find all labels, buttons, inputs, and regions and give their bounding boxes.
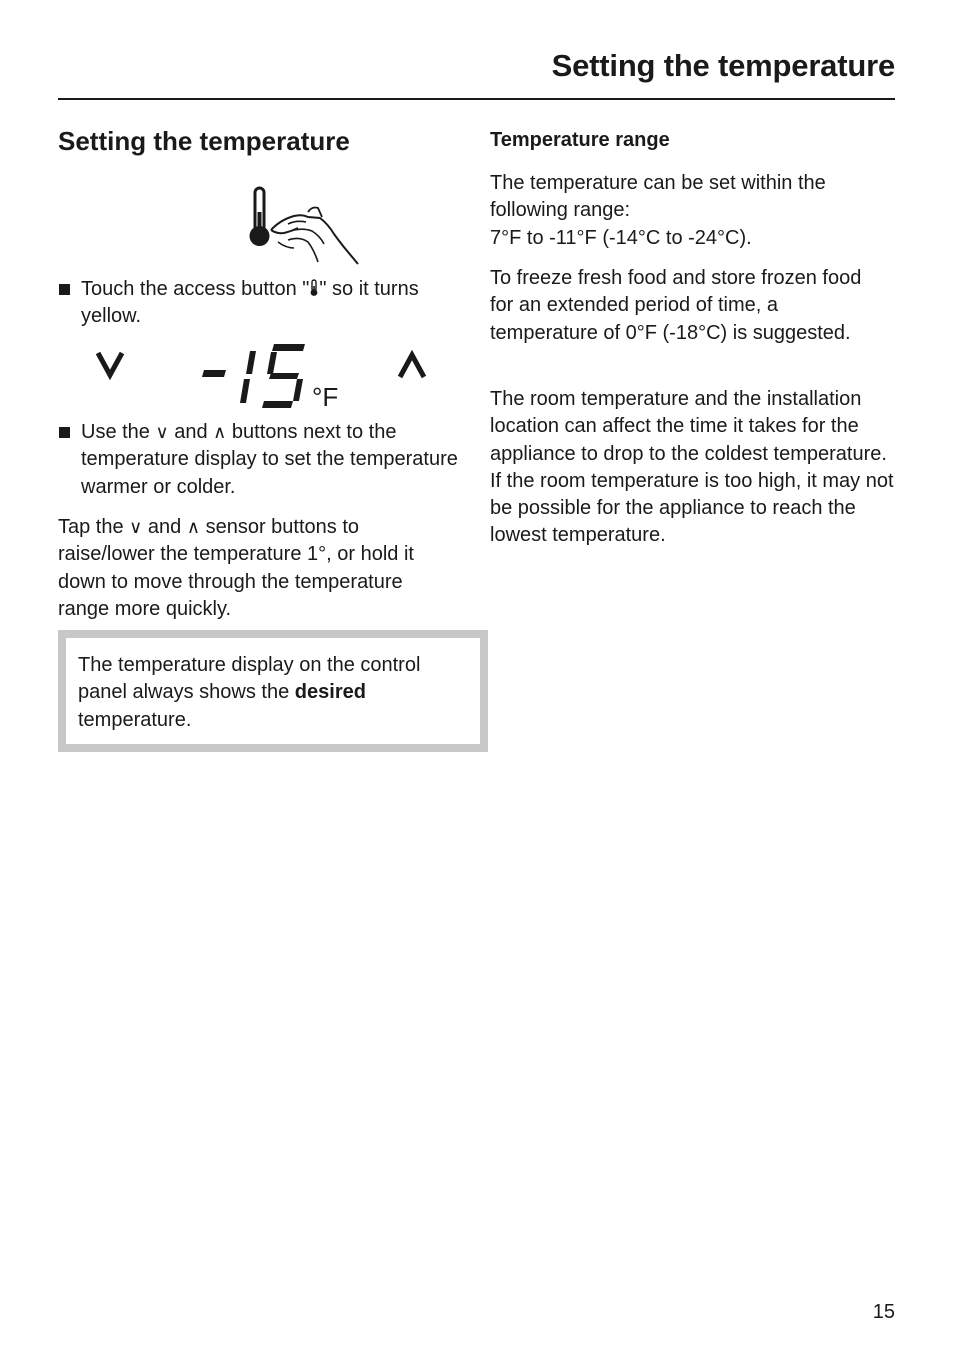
- section-title: Setting the temperature: [58, 126, 350, 156]
- header-divider: [58, 98, 895, 100]
- bullet2-text-3: buttons next to the temperature display to set the temperature warmer or colder.: [81, 421, 458, 498]
- note-text-bold: desired: [294, 681, 366, 704]
- page-number: 15: [872, 1301, 895, 1323]
- freeze-paragraph: To freeze fresh food and store frozen food for an extended period of time, a temperature of 0°F (-18°C) is suggested.: [490, 267, 862, 344]
- note-text-before: The temperature display on the control panel always shows the: [78, 654, 421, 704]
- chevron-up-glyph: ∧: [186, 517, 201, 538]
- para-text-1: Tap the: [58, 516, 130, 538]
- range-text-line2: 7°F to -11°F (-14°C to -24°C).: [490, 226, 752, 249]
- bullet-square-icon: [59, 284, 70, 295]
- note-text: [78, 652, 468, 734]
- instruction-bullet-touch: [58, 276, 451, 331]
- bullet1-text-before: Touch the access button ": [81, 278, 310, 300]
- temperature-range-heading: Temperature range: [490, 129, 670, 151]
- left-column: [58, 124, 458, 731]
- note-box: [58, 630, 488, 752]
- chevron-up-glyph: ∧: [213, 422, 227, 443]
- bullet-square-icon: [59, 427, 70, 438]
- instruction-bullet-buttons: [58, 419, 471, 501]
- sensor-buttons-paragraph: [58, 514, 453, 623]
- note-text-after: temperature.: [78, 708, 192, 731]
- range-paragraph: [490, 170, 900, 252]
- bullet1-text-after: " so it turns yellow.: [81, 278, 419, 328]
- right-column: [490, 124, 905, 547]
- chevron-up-icon: [400, 355, 424, 377]
- thermometer-icon: [309, 279, 319, 297]
- chevron-down-glyph: ∨: [129, 517, 143, 538]
- chevron-down-icon: [98, 353, 122, 375]
- room-temperature-paragraph: The room temperature and the installation location can affect the time it takes for the appliance to drop to the coldest temperature. If the room temperature is too high, it may not be possible for the appliance to reach the lowest temperature.: [490, 388, 894, 547]
- temperature-display-illustration: [90, 339, 435, 409]
- range-text-line1: The temperature can be set within the following range:: [490, 172, 826, 222]
- bullet2-text-2: and: [168, 421, 214, 443]
- chevron-down-glyph: ∨: [155, 422, 169, 443]
- page-header-title: Setting the temperature: [551, 48, 895, 83]
- bullet2-text-1: Use the: [81, 421, 156, 443]
- finger-touching-thermometer-icon: [248, 184, 363, 269]
- para-text-3: sensor buttons to raise/lower the temperature 1°, or hold it down to move through the temperature range more quickly.: [58, 516, 414, 620]
- para-text-2: and: [142, 516, 187, 538]
- unit-label: °F: [312, 382, 339, 409]
